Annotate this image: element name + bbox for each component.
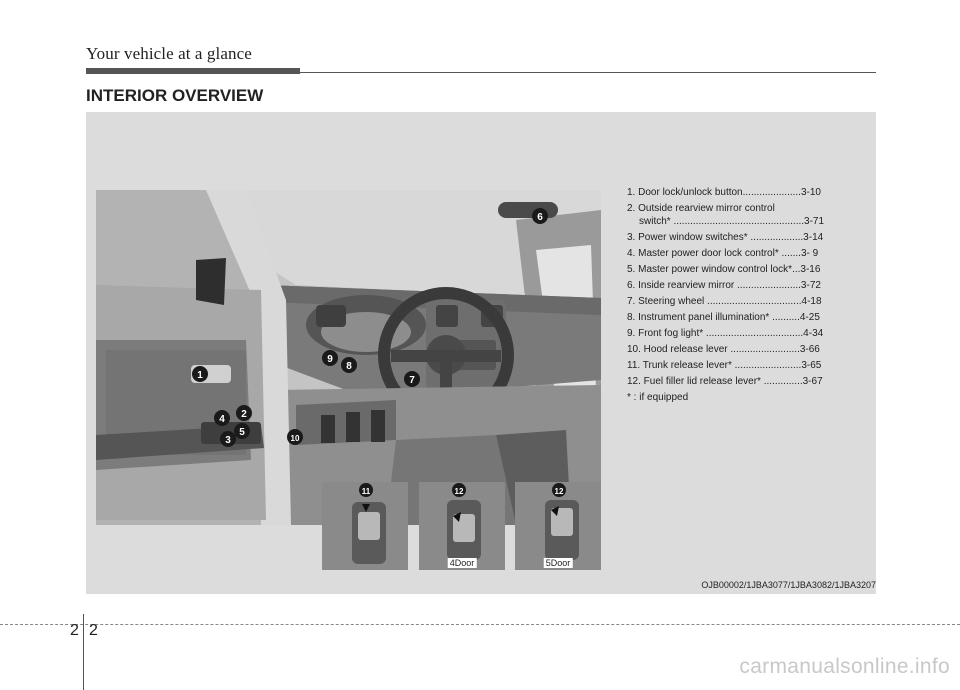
footer-dashed-rule bbox=[0, 624, 960, 625]
svg-text:1: 1 bbox=[197, 370, 203, 381]
page-number: 2 bbox=[89, 622, 98, 639]
legend-item: 4. Master power door lock control* .......3- 9 bbox=[627, 248, 819, 259]
legend-item: 5. Master power window control lock*...3-16 bbox=[627, 264, 821, 275]
legend-item: 8. Instrument panel illumination* ..........4-25 bbox=[627, 312, 820, 323]
callout-6 bbox=[532, 208, 548, 224]
page-header-title: Your vehicle at a glance bbox=[86, 44, 252, 63]
legend-item: 7. Steering wheel ..................................4-18 bbox=[627, 296, 822, 307]
header-rule-thick bbox=[86, 68, 300, 74]
svg-text:11: 11 bbox=[361, 487, 371, 496]
svg-text:7: 7 bbox=[409, 375, 415, 386]
svg-text:9: 9 bbox=[327, 354, 333, 365]
callout-4 bbox=[214, 410, 230, 426]
inset-trunk-release bbox=[322, 482, 408, 570]
svg-text:4: 4 bbox=[219, 414, 225, 425]
legend-list bbox=[627, 186, 857, 407]
svg-text:5: 5 bbox=[239, 427, 245, 438]
callout-1 bbox=[192, 366, 208, 382]
callout-2 bbox=[236, 405, 252, 421]
callout-10 bbox=[287, 429, 303, 445]
svg-text:6: 6 bbox=[537, 212, 543, 223]
callout-11 bbox=[359, 483, 373, 497]
callout-9 bbox=[322, 350, 338, 366]
callout-8 bbox=[341, 357, 357, 373]
image-reference-code: OJB00002/1JBA3077/1JBA3082/1JBA3207 bbox=[701, 580, 876, 590]
callout-12-5door bbox=[552, 483, 566, 497]
svg-text:10: 10 bbox=[290, 434, 300, 443]
legend-item: 10. Hood release lever .........................3-66 bbox=[627, 344, 820, 355]
inset-label-4door: 4Door bbox=[449, 558, 475, 568]
callout-5 bbox=[234, 423, 250, 439]
callout-7 bbox=[404, 371, 420, 387]
legend-item: 9. Front fog light* ...................................4-34 bbox=[627, 328, 824, 339]
inset-label-5door: 5Door bbox=[545, 558, 571, 568]
legend-item: 6. Inside rearview mirror .......................3-72 bbox=[627, 280, 821, 291]
legend-item: 1. Door lock/unlock button.....................3-10 bbox=[627, 187, 821, 198]
svg-text:2: 2 bbox=[241, 409, 247, 420]
callout-3 bbox=[220, 431, 236, 447]
svg-text:12: 12 bbox=[554, 487, 564, 496]
legend-item: 12. Fuel filler lid release lever* ..............3-67 bbox=[627, 376, 823, 387]
legend-footnote: * : if equipped bbox=[627, 392, 689, 403]
legend-item: 2. Outside rearview mirror control switch* ...............................................3-71 bbox=[627, 203, 825, 227]
svg-text:8: 8 bbox=[346, 361, 352, 372]
footer-divider bbox=[83, 614, 84, 690]
watermark: carmanualsonline.info bbox=[739, 655, 950, 678]
legend-item: 11. Trunk release lever* ........................3-65 bbox=[627, 360, 822, 371]
interior-illustration bbox=[96, 190, 601, 525]
callout-12-4door bbox=[452, 483, 466, 497]
inset-fuel-lever-4door bbox=[419, 482, 505, 570]
legend-item: 3. Power window switches* ...................3-14 bbox=[627, 232, 824, 243]
header-rule-thin bbox=[300, 72, 876, 73]
svg-text:12: 12 bbox=[454, 487, 464, 496]
inset-fuel-lever-5door bbox=[515, 482, 601, 570]
svg-text:3: 3 bbox=[225, 435, 231, 446]
section-title: INTERIOR OVERVIEW bbox=[86, 86, 264, 105]
section-number: 2 bbox=[70, 622, 79, 639]
